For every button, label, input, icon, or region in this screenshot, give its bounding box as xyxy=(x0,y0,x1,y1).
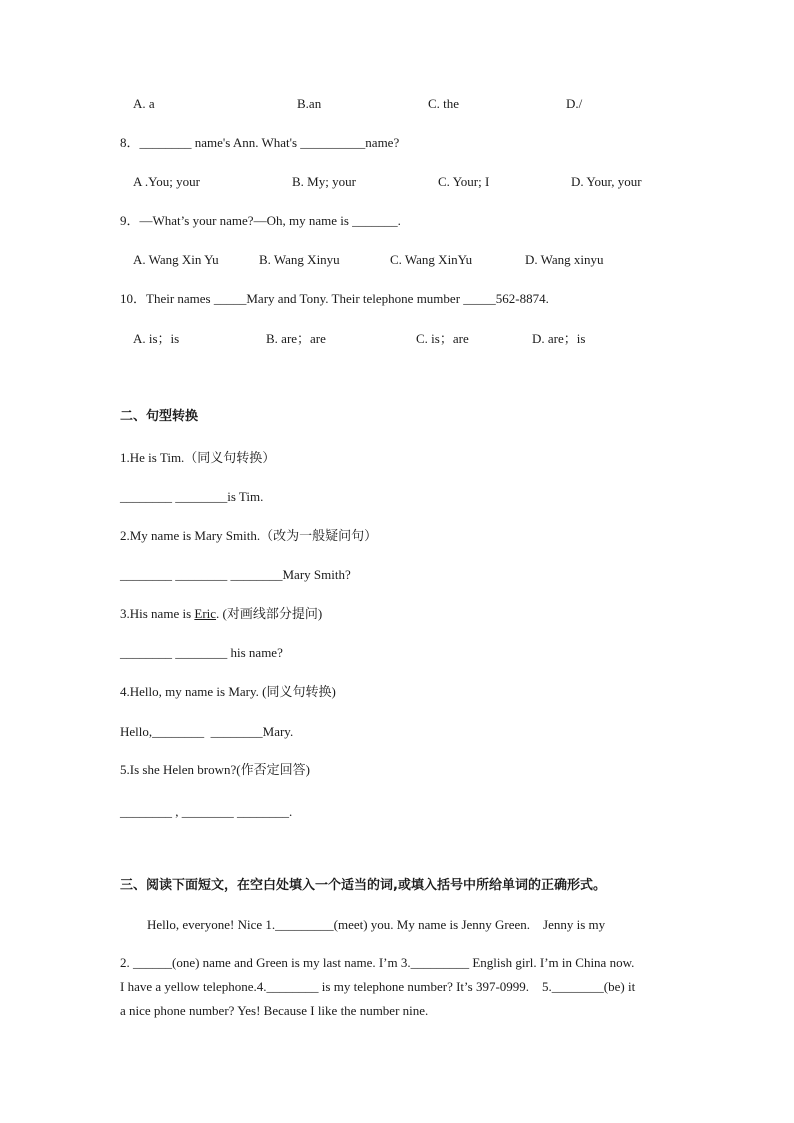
q10-option-b: B. are；are xyxy=(266,331,326,346)
section2-title: 二、句型转换 xyxy=(120,409,199,424)
s2-item2-prompt: 2.My name is Mary Smith.（改为一般疑问句） xyxy=(120,528,378,543)
q10-option-c: C. is；are xyxy=(416,331,469,346)
q7-option-b: B.an xyxy=(297,96,322,111)
q8-stem: 8．________ name's Ann. What's __________name? xyxy=(120,135,400,150)
s2-item2-answer: ________ ________ ________Mary Smith? xyxy=(120,567,351,582)
s2-item4-answer: Hello,________ ________Mary. xyxy=(120,724,294,739)
q9-stem: 9．—What’s your name?—Oh, my name is _______. xyxy=(120,213,401,228)
q7-option-a: A. a xyxy=(133,96,155,111)
q8-option-a: A .You; your xyxy=(133,174,200,189)
q8-option-c: C. Your; I xyxy=(438,174,490,189)
s3-passage-line1: Hello, everyone! Nice 1._________(meet) you. My name is Jenny Green. Jenny is my xyxy=(147,917,606,932)
s2-item5-prompt: 5.Is she Helen brown?(作否定回答) xyxy=(120,762,310,777)
q10-stem: 10．Their names _____Mary and Tony. Their telephone mumber _____562-8874. xyxy=(120,291,549,306)
q9-option-b: B. Wang Xinyu xyxy=(259,252,340,267)
q8-option-d: D. Your, your xyxy=(571,174,642,189)
s2-item3-prompt-after: . (对画线部分提问) xyxy=(216,606,323,621)
q9-option-c: C. Wang XinYu xyxy=(390,252,473,267)
s2-item3-underlined-word: Eric xyxy=(194,606,217,621)
q9-option-d: D. Wang xinyu xyxy=(525,252,604,267)
s3-passage-line2: 2. ______(one) name and Green is my last name. I’m 3._________ English girl. I’m in China now. xyxy=(120,955,635,970)
s2-item3-answer: ________ ________ his name? xyxy=(120,645,283,660)
q10-option-a: A. is；is xyxy=(133,331,180,346)
s2-item3-prompt-before: 3.His name is xyxy=(120,606,195,621)
s3-passage-line3: I have a yellow telephone.4.________ is my telephone number? It’s 397-0999. 5.________(be) it xyxy=(120,979,636,994)
q10-option-d: D. are；is xyxy=(532,331,586,346)
s2-item1-answer: ________ ________is Tim. xyxy=(120,489,264,504)
q9-option-a: A. Wang Xin Yu xyxy=(133,252,219,267)
q7-option-c: C. the xyxy=(428,96,460,111)
q8-option-b: B. My; your xyxy=(292,174,356,189)
s2-item1-prompt: 1.He is Tim.（同义句转换） xyxy=(120,450,276,465)
s3-passage-line4: a nice phone number? Yes! Because I like the number nine. xyxy=(120,1003,429,1018)
s2-item4-prompt: 4.Hello, my name is Mary. (同义句转换) xyxy=(120,684,336,699)
section3-title: 三、阅读下面短文，在空白处填入一个适当的词,或填入括号中所给单词的正确形式。 xyxy=(120,878,606,893)
q7-option-d: D./ xyxy=(566,96,583,111)
s2-item5-answer: ________ , ________ ________. xyxy=(120,804,293,819)
s2-item3-prompt xyxy=(120,606,322,622)
